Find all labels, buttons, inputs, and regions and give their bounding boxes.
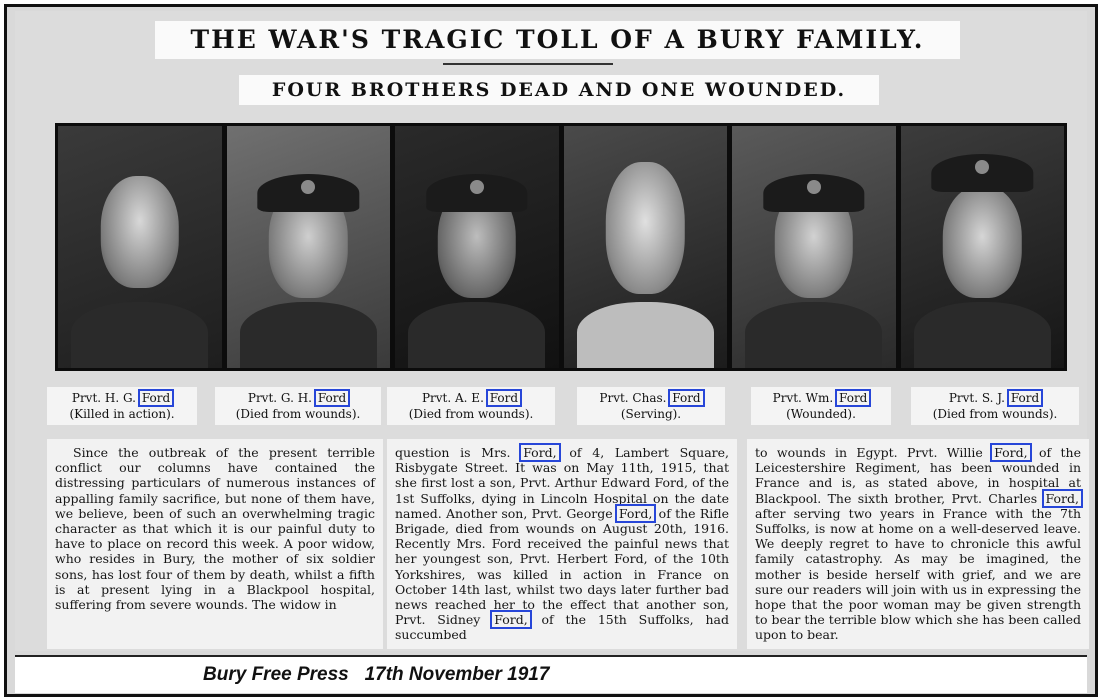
- article-column-3: [747, 439, 1089, 649]
- portrait-photo: [58, 126, 222, 368]
- article-paragraph: question is Mrs. Ford, of 4, Lambert Square, Risbygate Street. It was on May 11th, 1915, that she first lost a son, Prvt. Arthur Edward Ford, of the 1st Suffolks, dying in Lincoln Hospital on the date named. Another son, Prvt. George Ford, of the Rifle Brigade, died from wounds on August 20th, 1916. Recently Mrs. Ford received the painful news that her youngest son, Prvt. Herbert Ford, of the 10th Yorkshires, was killed in action in France on October 14th last, whilst two days later further bad news reached her to the effect that another son, Prvt. Sidney Ford, of the 15th Suffolks, had succumbed: [395, 445, 730, 643]
- source-citation: Bury Free Press 17th November 1917: [203, 664, 550, 685]
- article-column-1: [47, 439, 383, 649]
- newspaper-clipping: [15, 11, 1087, 651]
- caption: Prvt. Chas. Ford (Serving).: [577, 387, 725, 425]
- name-highlight: Ford: [672, 391, 701, 405]
- caption: Prvt. H. G. Ford (Killed in action).: [47, 387, 197, 425]
- name-highlight: Ford,: [494, 612, 528, 628]
- name-highlight: Ford: [141, 391, 171, 405]
- portrait-photo: [732, 126, 896, 368]
- name-highlight: Ford: [1010, 391, 1040, 405]
- portrait-photo: [395, 126, 559, 368]
- portrait-photo: [564, 126, 728, 368]
- name-highlight: Ford,: [523, 445, 557, 460]
- caption: Prvt. G. H. Ford (Died from wounds).: [215, 387, 381, 425]
- article-paragraph: Since the outbreak of the present terrible conflict our columns have contained the distressing particulars of numerous instances of appalling family sacrifice, but none of them have, we believe, been of such an overwhelming tragic character as that which it is our painful duty to have to place on record this week. A poor widow, who resides in Bury, the mother of six soldier sons, has lost four of them by death, whilst a fifth is at present lying in a Blackpool hospital, suffering from severe wounds. The widow in: [55, 445, 375, 613]
- caption: Prvt. S. J. Ford (Died from wounds).: [911, 387, 1079, 425]
- caption: Prvt. A. E. Ford (Died from wounds).: [387, 387, 555, 425]
- name-highlight: Ford: [317, 391, 347, 405]
- name-highlight: Ford: [489, 391, 519, 405]
- portrait-photo: [901, 126, 1065, 368]
- name-highlight: Ford,: [618, 505, 653, 521]
- clipping-frame: [4, 4, 1098, 697]
- headline-divider: [443, 63, 613, 65]
- article-paragraph: to wounds in Egypt. Prvt. Willie Ford, of the Leicestershire Regiment, has been wounded in France and is, as stated above, in hospital at Blackpool. The sixth brother, Prvt. Charles Ford, after serving two years in France with the 7th Suffolks, is now at home on a well-deserved leave. We deeply regret to have to chronicle this awful family catastrophy. As may be imagined, the mother is beside herself with grief, and we are sure our readers will join with us in expressing the hope that the poor woman may be given strength to bear the terrible blow which she has been called upon to bear.: [755, 445, 1081, 643]
- source-bar: [15, 655, 1087, 693]
- name-highlight: Ford: [839, 391, 868, 405]
- article-column-2: [387, 439, 737, 649]
- headline: THE WAR'S TRAGIC TOLL OF A BURY FAMILY.: [155, 21, 960, 59]
- portrait-photo: [227, 126, 391, 368]
- caption: Prvt. Wm. Ford (Wounded).: [751, 387, 891, 425]
- photo-strip: [55, 123, 1067, 371]
- photo-captions: [47, 387, 1087, 429]
- subheadline: FOUR BROTHERS DEAD AND ONE WOUNDED.: [239, 75, 879, 105]
- name-highlight: Ford,: [1045, 490, 1079, 506]
- name-highlight: Ford,: [994, 445, 1028, 460]
